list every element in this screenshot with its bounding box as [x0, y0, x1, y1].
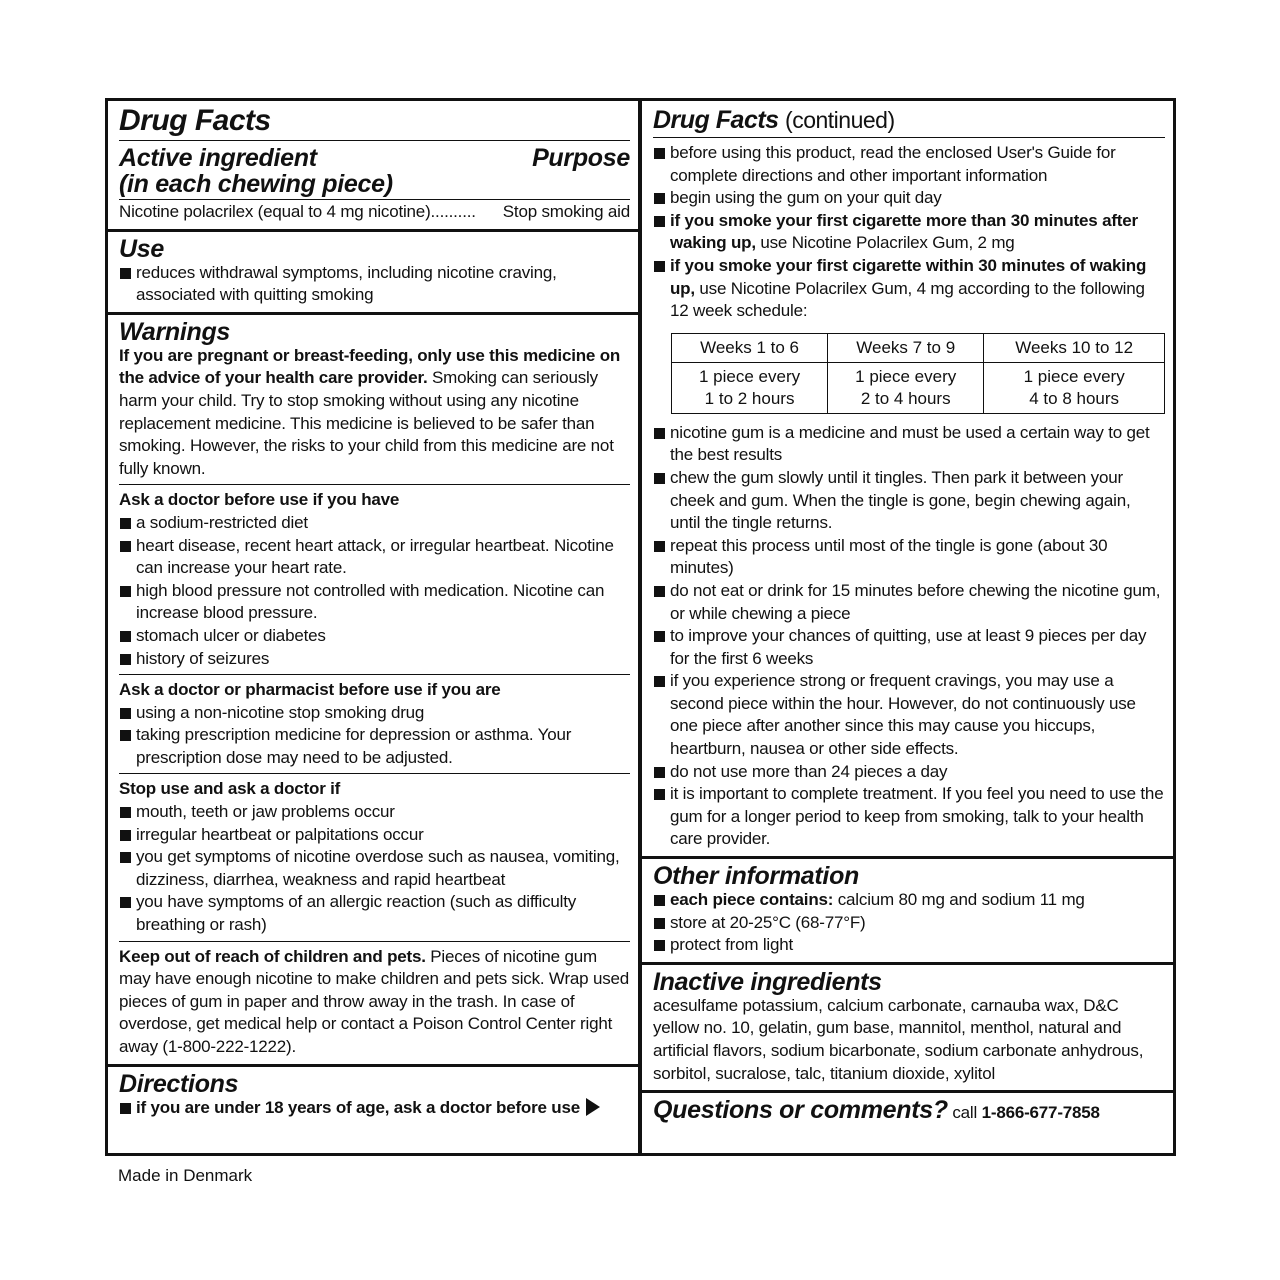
list-item: high blood pressure not controlled with medication. Nicotine can increase blood pressure.: [119, 580, 630, 625]
table-cell: 1 piece every 1 to 2 hours: [672, 362, 828, 413]
directions-heading: Directions: [119, 1069, 239, 1098]
pregnancy-warning: If you are pregnant or breast-feeding, only use this medicine on the advice of your health care provider. Smoking can seriously harm your child. Try to stop smoking without using any nicotine replacement medicine. This medicine is believed to be safer than smoking. However, the risks to your child from this medicine are not fully known.: [119, 345, 621, 478]
continue-arrow-icon: [586, 1098, 600, 1116]
warnings-section: [108, 315, 638, 1067]
directions-section: [108, 1067, 638, 1125]
list-item: store at 20-25°C (68-77°F): [653, 912, 1165, 935]
table-cell: 1 piece every 4 to 8 hours: [984, 362, 1165, 413]
list-item: it is important to complete treatment. If you feel you need to use the gum for a longer period to keep from smoking, talk to your health care provider.: [653, 783, 1165, 851]
keep-out-of-reach: Keep out of reach of children and pets. Pieces of nicotine gum may have enough nicotine to make children and pets sick. Wrap used pieces of gum in paper and throw away in the trash. In case of overdose, get medical help or contact a Poison Control Center right away (1-800-222-1222).: [119, 941, 630, 1059]
use-section: [108, 232, 638, 315]
directions-continued-section: [642, 101, 1173, 859]
country-of-origin: Made in Denmark: [118, 1166, 253, 1185]
list-item: you get symptoms of nicotine overdose such as nausea, vomiting, dizziness, diarrhea, weakness and rapid heartbeat: [119, 846, 630, 891]
active-ingredient-heading: Active ingredient: [119, 144, 317, 172]
list-item: do not use more than 24 pieces a day: [653, 761, 1165, 784]
other-information-heading: Other information: [653, 862, 860, 891]
drug-facts-title-continued: Drug Facts: [653, 106, 779, 134]
other-information-section: [642, 859, 1173, 965]
active-ingredient-subheading: (in each chewing piece): [119, 170, 393, 198]
dosage-schedule-table: [671, 333, 1165, 414]
list-item: chew the gum slowly until it tingles. Then park it between your cheek and gum. When the tingle is gone, begin chewing again, until the tingle returns.: [653, 467, 1165, 535]
ask-pharmacist-block: [119, 674, 630, 769]
drug-facts-left-panel: [105, 98, 641, 1156]
ask-doctor-heading: Ask a doctor before use if you have: [119, 490, 400, 510]
use-heading: Use: [119, 234, 164, 263]
list-item: protect from light: [653, 934, 1165, 957]
inactive-ingredients-list: acesulfame potassium, calcium carbonate, carnauba wax, D&C yellow no. 10, gelatin, gum base, mannitol, menthol, natural and artificial flavors, sodium bicarbonate, sodium carbonate anhydrous, sorbitol, sucralose, talc, titanium dioxide, xylitol: [653, 995, 1144, 1083]
list-item: reduces withdrawal symptoms, including nicotine craving, associated with quitting smoking: [119, 262, 630, 307]
list-item: if you are under 18 years of age, ask a doctor before use: [119, 1097, 630, 1120]
table-header-cell: Weeks 1 to 6: [672, 333, 828, 362]
active-ingredient-section: [108, 101, 638, 232]
stop-use-block: [119, 773, 630, 936]
table-header-cell: Weeks 7 to 9: [828, 333, 984, 362]
list-item: do not eat or drink for 15 minutes before chewing the nicotine gum, or while chewing a piece: [653, 580, 1165, 625]
list-item: nicotine gum is a medicine and must be used a certain way to get the best results: [653, 422, 1165, 467]
drug-facts-right-panel: [639, 98, 1176, 1156]
inactive-ingredients-heading: Inactive ingredients: [653, 967, 882, 996]
list-item: you have symptoms of an allergic reaction (such as difficulty breathing or rash): [119, 891, 630, 936]
list-item: irregular heartbeat or palpitations occur: [119, 824, 630, 847]
list-item: if you smoke your first cigarette within 30 minutes of waking up, use Nicotine Polacrilex Gum, 4 mg according to the following 12 week schedule:: [653, 255, 1165, 323]
list-item: if you experience strong or frequent cravings, you may use a second piece within the hour. However, do not continuously use one piece after another since this may cause you hiccups, heartburn, nausea or other side effects.: [653, 670, 1165, 760]
drug-facts-title: Drug Facts: [119, 105, 630, 141]
table-row: [672, 333, 1165, 362]
warnings-heading: Warnings: [119, 317, 231, 346]
list-item: mouth, teeth or jaw problems occur: [119, 801, 630, 824]
list-item: begin using the gum on your quit day: [653, 187, 1165, 210]
ask-doctor-block: [119, 484, 630, 670]
ask-pharmacist-heading: Ask a doctor or pharmacist before use if you are: [119, 680, 501, 700]
list-item: taking prescription medicine for depression or asthma. Your prescription dose may need to be adjusted.: [119, 724, 630, 769]
list-item: heart disease, recent heart attack, or irregular heartbeat. Nicotine can increase your heart rate.: [119, 535, 630, 580]
list-item: to improve your chances of quitting, use at least 9 pieces per day for the first 6 weeks: [653, 625, 1165, 670]
table-cell: 1 piece every 2 to 4 hours: [828, 362, 984, 413]
list-item: history of seizures: [119, 648, 630, 671]
list-item: if you smoke your first cigarette more than 30 minutes after waking up, use Nicotine Polacrilex Gum, 2 mg: [653, 210, 1165, 255]
table-row: [672, 362, 1165, 413]
list-item: using a non-nicotine stop smoking drug: [119, 702, 630, 725]
call-label: call: [947, 1103, 982, 1123]
table-header-cell: Weeks 10 to 12: [984, 333, 1165, 362]
questions-section: [642, 1093, 1173, 1130]
active-ingredient-name: Nicotine polacrilex (equal to 4 mg nicotine)..........: [119, 202, 476, 221]
questions-heading: Questions or comments?: [653, 1096, 948, 1125]
list-item: a sodium-restricted diet: [119, 512, 630, 535]
continued-label: (continued): [785, 107, 895, 133]
purpose-heading: Purpose: [532, 144, 630, 172]
stop-use-heading: Stop use and ask a doctor if: [119, 779, 341, 799]
list-item: each piece contains: calcium 80 mg and sodium 11 mg: [653, 889, 1165, 912]
list-item: before using this product, read the enclosed User's Guide for complete directions and other important information: [653, 142, 1165, 187]
list-item: stomach ulcer or diabetes: [119, 625, 630, 648]
phone-number[interactable]: 1-866-677-7858: [981, 1103, 1100, 1123]
inactive-ingredients-section: [642, 965, 1173, 1093]
active-ingredient-purpose: Stop smoking aid: [502, 202, 630, 221]
list-item: repeat this process until most of the tingle is gone (about 30 minutes): [653, 535, 1165, 580]
